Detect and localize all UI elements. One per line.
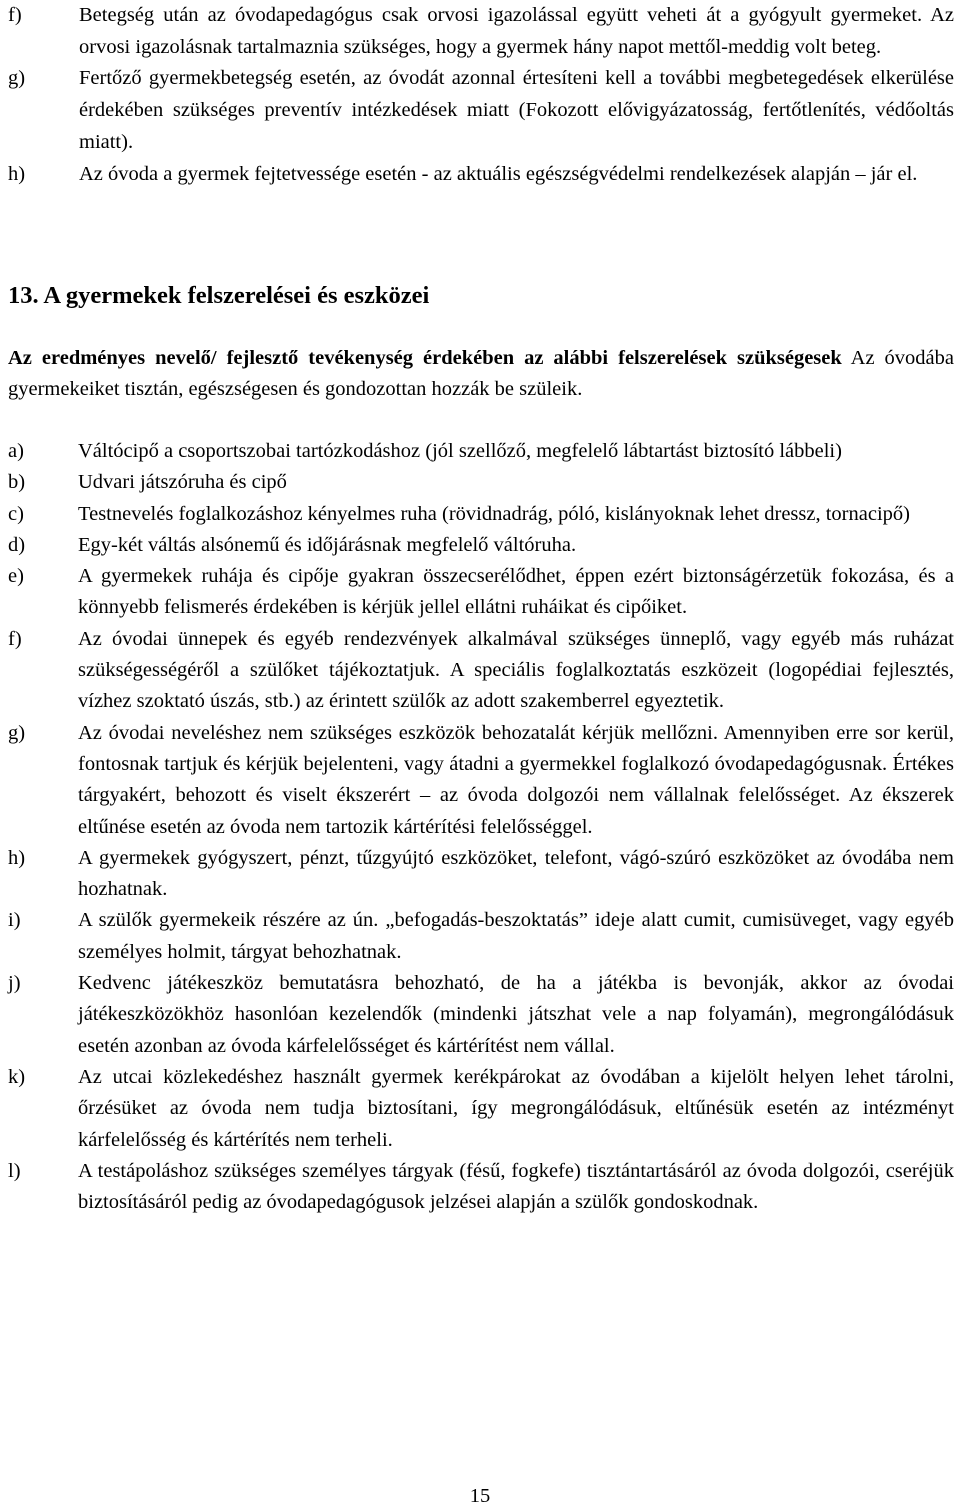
list-item-text: Betegség után az óvodapedagógus csak orvosi igazolással együtt veheti át a gyógyult gyermeket. Az orvosi igazolásnak tartalmaznia szükséges, hogy a gyermek hány napot mettől-meddig volt beteg.: [79, 4, 954, 58]
list-marker: e): [8, 565, 24, 588]
list-item: [8, 499, 954, 530]
list-item: [8, 1156, 954, 1219]
list-item-text: Az óvodai ünnepek és egyéb rendezvények alkalmával szükséges ünneplő, vagy egyéb más ruházat szükségességéről a szülőket tájékoztatjuk. A speciális foglalkoztatás eszközeit (logopédiai fejlesztés, vízhez szoktató úszás, stb.) az érintett szülők az adott szakemberrel egyeztetik.: [78, 627, 954, 713]
list-item-text: Kedvenc játékeszköz bemutatásra behozható, de ha a játékba is bevonják, akkor az óvodai játékeszközökhöz hasonlóan kezelendők (mindenki játszhat vele a nap folyamán), megrongálódásuk esetén azonban az óvoda kárfelelősséget és kártérítést nem vállal.: [78, 972, 954, 1057]
list-item-text: A testápoláshoz szükséges személyes tárgyak (fésű, fogkefe) tisztántartásáról az óvoda dolgozói, cseréjük biztosításáról pedig az óvodapedagógusok jelzései alapján a szülők gondoskodnak.: [78, 1159, 954, 1214]
list-item: [8, 159, 954, 191]
list-item-text: A gyermekek ruhája és cipője gyakran összecserélődhet, éppen ezért biztonságérzetük fokozása, és a könnyebb felismerés érdekében is kérjük jellel ellátni ruháikat és cipőiket.: [78, 565, 954, 619]
list-marker: c): [8, 502, 24, 525]
list-marker: d): [8, 533, 26, 556]
section-heading: 13. A gyermekek felszerelései és eszközei: [8, 282, 430, 309]
list-item: [8, 530, 954, 561]
list-item: [8, 843, 954, 906]
list-marker: g): [8, 67, 26, 90]
list-item: [8, 0, 954, 63]
list-item-text: Egy-két váltás alsónemű és időjárásnak megfelelő váltóruha.: [78, 533, 577, 556]
page-number: 15: [469, 1485, 491, 1507]
health-rules-list: [8, 0, 954, 190]
list-marker: j): [8, 972, 21, 995]
list-item: [8, 561, 954, 624]
list-item: [8, 436, 954, 467]
list-item: [8, 968, 954, 1062]
list-item-text: A gyermekek gyógyszert, pénzt, tűzgyújtó eszközöket, telefont, vágó-szúró eszközöket az óvodába nem hozhatnak.: [78, 846, 954, 901]
list-marker: l): [8, 1159, 21, 1182]
list-marker: h): [8, 846, 26, 869]
list-item: [8, 718, 954, 843]
section-intro-rest: Az óvodába gyermekeiket tisztán, egészségesen és gondozottan hozzák be szüleik.: [8, 347, 954, 401]
list-item-text: Udvari játszóruha és cipő: [78, 471, 287, 494]
list-item-text: A szülők gyermekeik részére az ún. „befogadás-beszoktatás” ideje alatt cumit, cumisüveget, vagy egyéb személyes holmit, tárgyat behozhatnak.: [78, 909, 954, 963]
list-item-text: Testnevelés foglalkozáshoz kényelmes ruha (rövidnadrág, póló, kislányoknak lehet dressz, tornacipő): [78, 502, 910, 525]
list-item: [8, 467, 954, 498]
list-marker: g): [8, 721, 26, 744]
list-item: [8, 905, 954, 968]
list-marker: b): [8, 471, 26, 494]
list-item: [8, 624, 954, 718]
list-marker: f): [8, 4, 22, 26]
equipment-list: [8, 436, 954, 1218]
list-marker: f): [8, 627, 22, 650]
list-item-text: Az óvoda a gyermek fejtetvessége esetén - az aktuális egészségvédelmi rendelkezések alapján – jár el.: [79, 162, 918, 185]
list-item-text: Fertőző gyermekbetegség esetén, az óvodát azonnal értesíteni kell a további megbetegedések elkerülése érdekében szükséges preventív intézkedések miatt (Fokozott elővigyázatosság, fertőtlenítés, védőoltás miatt).: [79, 67, 954, 153]
list-item-text: Váltócipő a csoportszobai tartózkodáshoz (jól szellőző, megfelelő lábtartást biztosító lábbeli): [78, 440, 842, 462]
list-marker: h): [8, 162, 26, 185]
list-marker: a): [8, 440, 24, 462]
list-item-text: Az utcai közlekedéshez használt gyermek kerékpárokat az óvodában a kijelölt helyen lehet tárolni, őrzésüket az óvoda nem tudja biztosítani, így megrongálódásuk, eltűnésük esetén az intézményt kárfelelősség és kártérítés nem terheli.: [78, 1065, 954, 1151]
list-marker: i): [8, 909, 21, 932]
list-item: [8, 63, 954, 158]
section-intro: [8, 343, 954, 406]
list-item-text: Az óvodai neveléshez nem szükséges eszközök behozatalát kérjük mellőzni. Amennyiben erre sor kerül, fontosnak tartjuk és kérjük bejelenteni, vagy átadni a gyermekkel foglalkozó óvodapedagógusnak. Értékes tárgyakért, behozott és viselt ékszerért – az óvoda dolgozói nem vállalnak felelősséget. Az ékszerek eltűnése esetén az óvoda nem tartozik kártérítési felelősséggel.: [78, 721, 954, 838]
section-intro-bold: Az eredményes nevelő/ fejlesztő tevékenység érdekében az alábbi felszerelések szükségesek: [8, 347, 842, 369]
document-page: [8, 0, 954, 1214]
list-item: [8, 1062, 954, 1156]
list-marker: k): [8, 1065, 26, 1088]
